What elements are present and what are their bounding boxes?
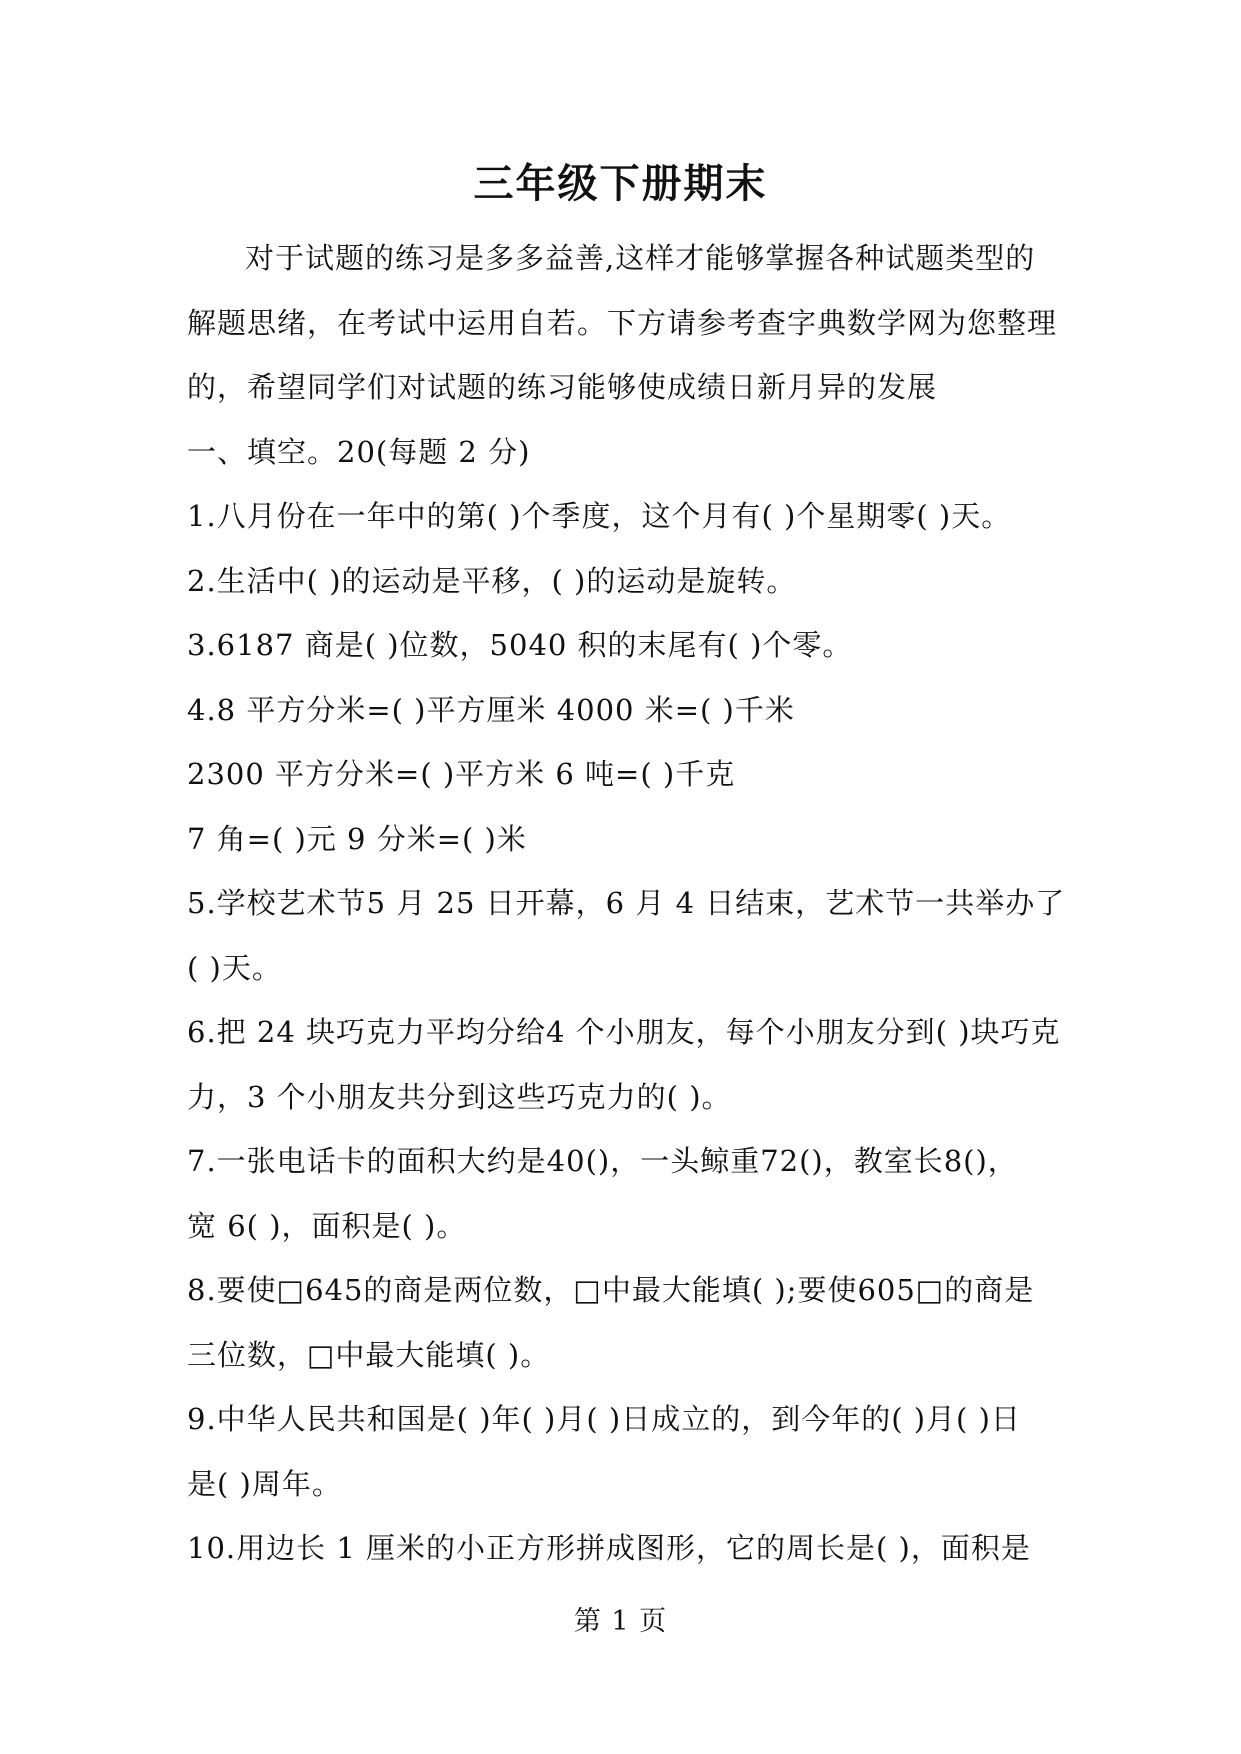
question-line: 8.要使□645的商是两位数，□中最大能填( );要使605□的商是 bbox=[187, 1273, 1035, 1307]
question-line: ( )天。 bbox=[187, 950, 282, 985]
question-line: 7 角=( )元 9 分米=( )米 bbox=[187, 821, 527, 856]
question-line: 2300 平方分米=( )平方米 6 吨=( )千克 bbox=[187, 757, 736, 791]
question-line: 宽 6( )，面积是( )。 bbox=[187, 1208, 467, 1243]
intro-line-2: 解题思绪，在考试中运用自若。下方请参考查字典数学网为您整理 bbox=[187, 305, 1058, 340]
question-line: 10.用边长 1 厘米的小正方形拼成图形，它的周长是( )，面积是 bbox=[187, 1531, 1031, 1565]
question-line: 6.把 24 块巧克力平均分给4 个小朋友，每个小朋友分到( )块巧克 bbox=[187, 1015, 1061, 1049]
page-title: 三年级下册期末 bbox=[473, 160, 768, 207]
intro-line-1: 对于试题的练习是多多益善,这样才能够掌握各种试题类型的 bbox=[245, 241, 1036, 275]
question-line: 2.生活中( )的运动是平移，( )的运动是旋转。 bbox=[187, 563, 797, 598]
intro-line-3: 的，希望同学们对试题的练习能够使成绩日新月异的发展 bbox=[187, 370, 938, 404]
document-body bbox=[187, 226, 1067, 1581]
question-line: 9.中华人民共和国是( )年( )月( )日成立的，到今年的( )月( )日 bbox=[187, 1402, 1021, 1436]
section-heading: 一、填空。20(每题 2 分) bbox=[187, 434, 531, 469]
question-line: 3.6187 商是( )位数，5040 积的末尾有( )个零。 bbox=[187, 628, 853, 662]
page-number: 第 1 页 bbox=[573, 1606, 668, 1637]
question-line: 7.一张电话卡的面积大约是40()，一头鲸重72()，教室长8()， bbox=[187, 1144, 1018, 1178]
question-line: 力，3 个小朋友共分到这些巧克力的( )。 bbox=[187, 1079, 732, 1114]
question-line: 4.8 平方分米=( )平方厘米 4000 米=( )千米 bbox=[187, 692, 795, 727]
question-line: 三位数，□中最大能填( )。 bbox=[187, 1337, 551, 1372]
question-line: 5.学校艺术节5 月 25 日开幕，6 月 4 日结束，艺术节一共举办了 bbox=[187, 886, 1066, 920]
question-line: 是( )周年。 bbox=[187, 1466, 342, 1501]
question-line: 1.八月份在一年中的第( )个季度，这个月有( )个星期零( )天。 bbox=[187, 499, 1012, 533]
